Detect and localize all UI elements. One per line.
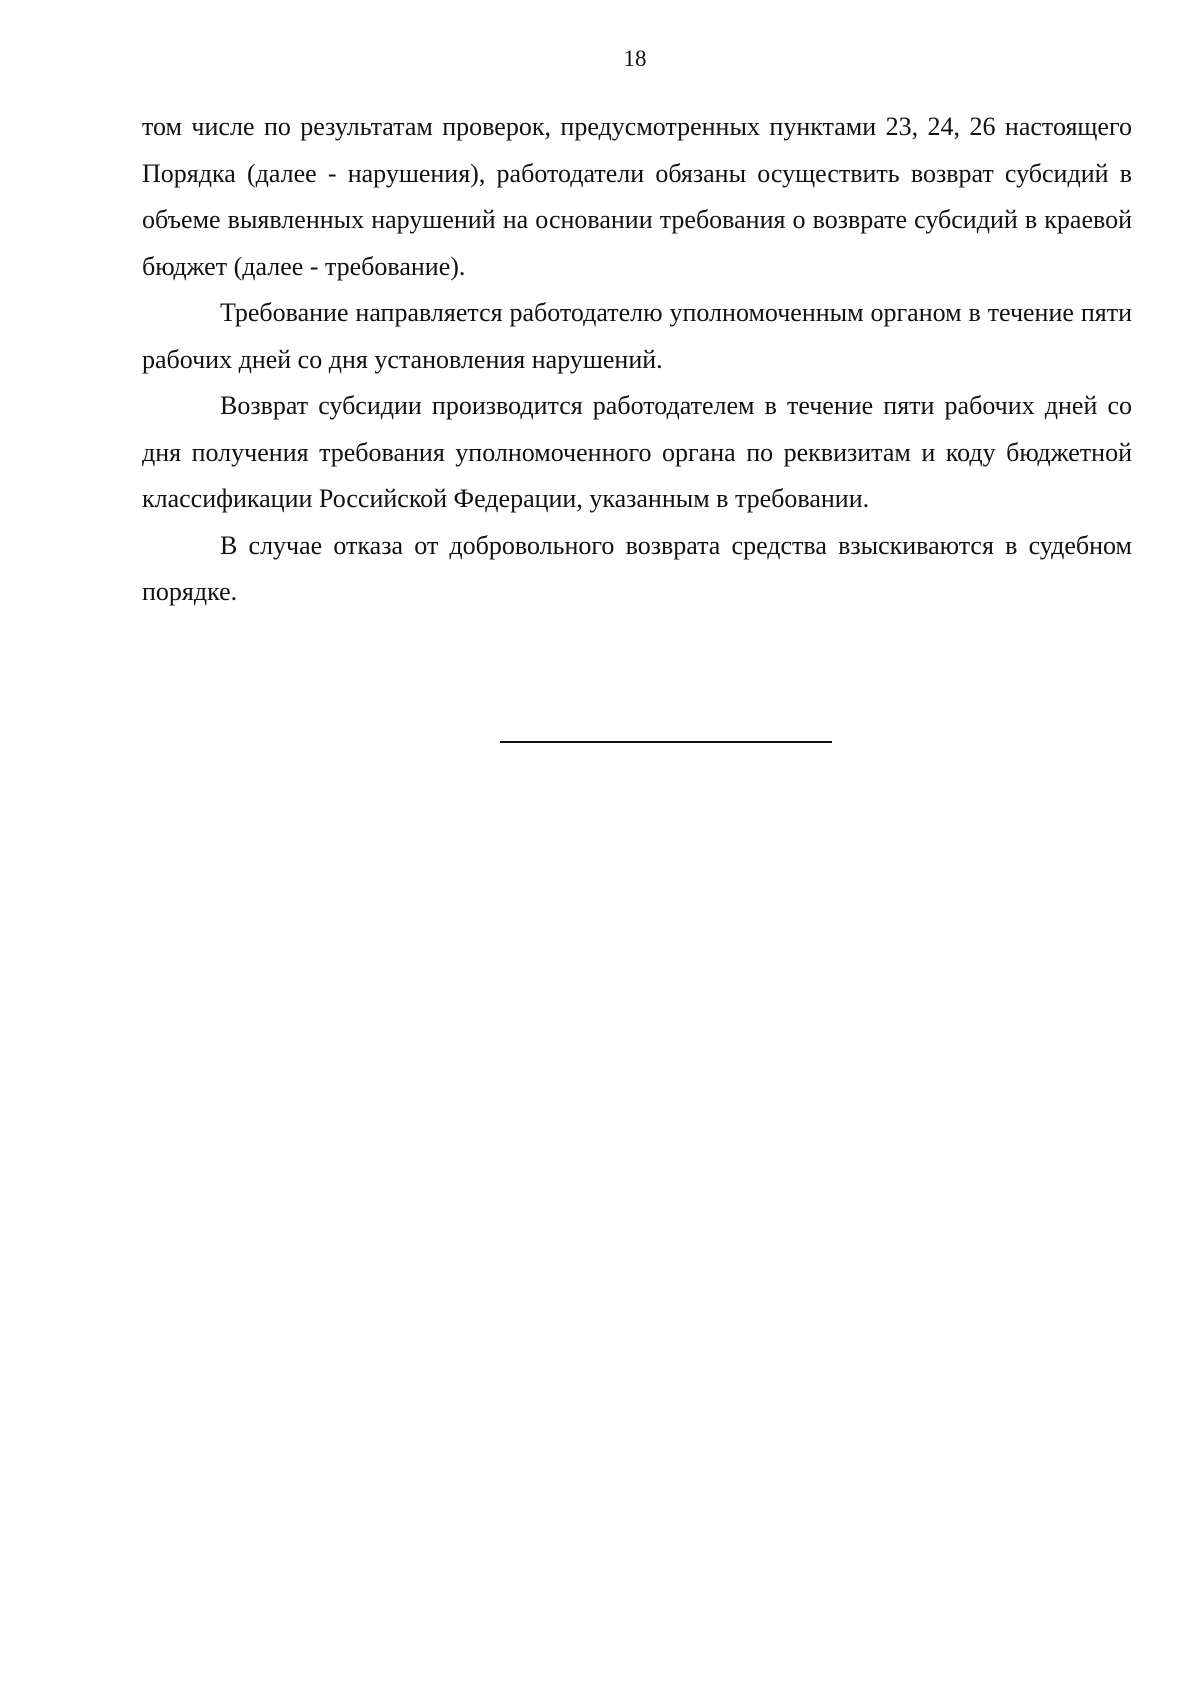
paragraph-court-recovery: В случае отказа от добровольного возврата средства взыскиваются в судебном порядке. (142, 530, 1132, 606)
document-body (142, 104, 1132, 616)
paragraph-subsidy-return: Возврат субсидии производится работодателем в течение пяти рабочих дней со дня получения требования уполномоченного органа по реквизитам и коду бюджетной классификации Российской Федерации, указанным в требовании. (142, 391, 1132, 513)
end-divider-line (500, 741, 832, 743)
paragraph-continuation: том числе по результатам проверок, предусмотренных пунктами 23, 24, 26 настоящего Порядка (далее - нарушения), работодатели обязаны осуществить возврат субсидий в объеме выявленных нарушений на основании требования о возврате субсидий в краевой бюджет (далее - требование). (142, 112, 1132, 281)
paragraph-requirement-sent: Требование направляется работодателю уполномоченным органом в течение пяти рабочих дней со дня установления нарушений. (142, 298, 1132, 374)
page-number: 18 (623, 46, 647, 71)
